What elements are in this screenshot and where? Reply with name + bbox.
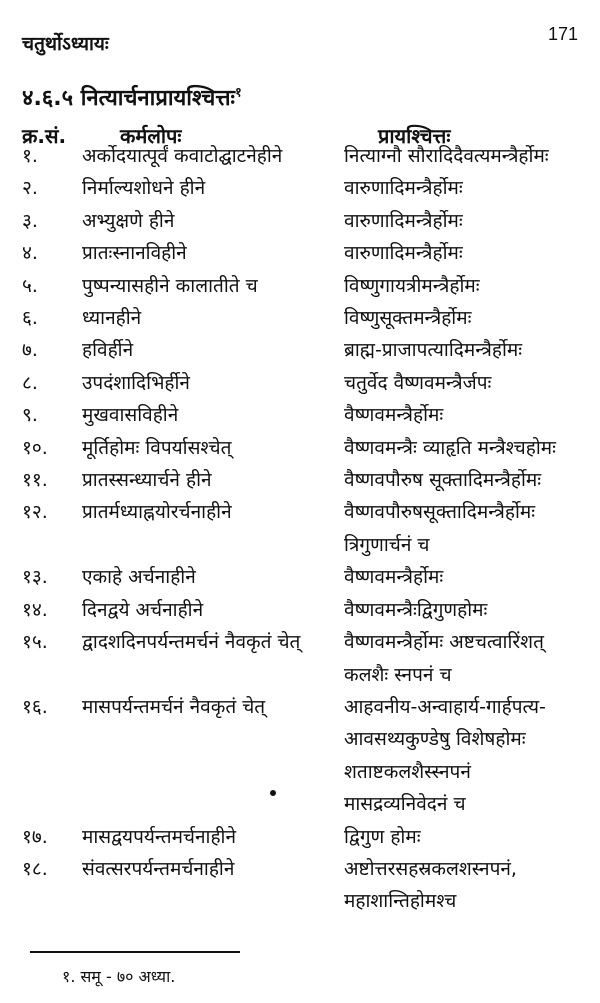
atonement-line: शताष्टकलशैस्स्नपनं	[344, 760, 471, 783]
atonement-cell	[344, 334, 600, 366]
table-row	[0, 626, 600, 691]
atonement-cell	[344, 205, 600, 237]
lapse-cell: मूर्तिहोमः विपर्यासश्चेत्	[82, 436, 232, 459]
atonement-line: आहवनीय-अन्वाहार्य-गार्हपत्य-	[344, 695, 546, 718]
atonement-cell	[344, 626, 600, 691]
row-number: १६.	[22, 695, 48, 718]
atonement-cell	[344, 302, 600, 334]
lapse-cell: मुखवासविहीने	[82, 404, 179, 427]
table-row	[0, 464, 600, 496]
atonement-line: वैष्णवपौरुष सूक्तादिमन्त्रैर्होमः	[344, 469, 542, 492]
atonement-cell	[344, 464, 600, 496]
atonement-line: त्रिगुणार्चनं च	[344, 533, 430, 556]
atonement-line: वैष्णवमन्त्रैः व्याहृति मन्त्रैश्चहोमः	[344, 436, 556, 459]
atonement-cell	[344, 399, 600, 431]
atonement-cell	[344, 367, 600, 399]
atonement-line: वैष्णवमन्त्रैःद्विगुणहोमः	[344, 598, 488, 621]
row-number: १५.	[22, 631, 48, 654]
row-number: १४.	[22, 598, 48, 621]
row-number: ३.	[22, 209, 38, 232]
table-row	[0, 302, 600, 334]
footnote: १. समू - ७० अध्या.	[62, 967, 176, 986]
atonement-cell	[344, 594, 600, 626]
row-number: १८.	[22, 857, 48, 880]
lapse-cell: निर्माल्यशोधने हीने	[82, 177, 206, 200]
table-row	[0, 691, 600, 821]
table-row	[0, 334, 600, 366]
column-header-number: क्र.सं.	[22, 124, 67, 148]
row-number: ६.	[22, 307, 38, 330]
atonement-cell	[344, 172, 600, 204]
atonement-cell	[344, 691, 600, 821]
row-number: ५.	[22, 274, 38, 297]
row-number: ४.	[22, 242, 38, 265]
lapse-cell: द्वादशदिनपर्यन्तमर्चनं नैवकृतं चेत्	[82, 631, 301, 654]
atonement-line: वारुणादिमन्त्रैर्होमः	[344, 242, 463, 265]
footnote-rule	[30, 951, 240, 953]
atonement-cell	[344, 237, 600, 269]
atonement-cell	[344, 496, 600, 561]
atonement-line: द्विगुण होमः	[344, 825, 421, 848]
lapse-cell: मासपर्यन्तमर्चनं नैवकृतं चेत्	[82, 695, 266, 718]
atonement-line: मासद्रव्यनिवेदनं च	[344, 793, 466, 816]
row-number: १२.	[22, 501, 48, 524]
atonement-line: विष्णुसूक्तमन्त्रैर्होमः	[344, 307, 472, 330]
atonement-line: वारुणादिमन्त्रैर्होमः	[344, 209, 463, 232]
row-number: १७.	[22, 825, 48, 848]
table-row	[0, 496, 600, 561]
row-number: ७.	[22, 339, 38, 362]
row-number: १३.	[22, 566, 48, 589]
table-row	[0, 399, 600, 431]
section-title	[22, 82, 242, 112]
table-row	[0, 270, 600, 302]
column-header-atonement: प्रायश्चित्तः	[378, 124, 451, 148]
lapse-cell: मासद्वयपर्यन्तमर्चनाहीने	[82, 825, 237, 848]
row-number: ८.	[22, 371, 38, 394]
table-row	[0, 205, 600, 237]
atonement-cell	[344, 853, 600, 918]
footnote-marker: १	[234, 85, 242, 101]
table-row	[0, 853, 600, 918]
lapse-cell: प्रातस्सन्ध्यार्चने हीने	[82, 469, 212, 492]
table-row	[0, 172, 600, 204]
lapse-cell: संवत्सरपर्यन्तमर्चनाहीने	[82, 857, 235, 880]
lapse-cell: एकाहे अर्चनाहीने	[82, 566, 196, 589]
atonement-line: वैष्णवपौरुषसूक्तादिमन्त्रैर्होमः	[344, 501, 536, 524]
lapse-cell: अर्कोदयात्पूर्वं कवाटोद्घाटनेहीने	[82, 145, 283, 167]
atonement-cell	[344, 821, 600, 853]
lapse-cell: दिनद्वये अर्चनाहीने	[82, 598, 204, 621]
row-number: १.	[22, 145, 38, 167]
atonement-table	[0, 140, 600, 918]
atonement-cell	[344, 432, 600, 464]
lapse-cell: उपदंशादिभिर्हीने	[82, 371, 190, 394]
atonement-cell	[344, 270, 600, 302]
table-row	[0, 432, 600, 464]
stray-dot	[270, 790, 276, 796]
lapse-cell: अभ्युक्षणे हीने	[82, 209, 175, 232]
atonement-line: कलशैः स्नपनं च	[344, 663, 452, 686]
atonement-line: वैष्णवमन्त्रैर्होमः	[344, 404, 444, 427]
atonement-line: वारुणादिमन्त्रैर्होमः	[344, 177, 463, 200]
table-row	[0, 237, 600, 269]
row-number: २.	[22, 177, 38, 200]
atonement-line: वैष्णवमन्त्रैर्होमः अष्टचत्वारिंशत्	[344, 631, 544, 654]
lapse-cell: ध्यानहीने	[82, 307, 142, 330]
table-row	[0, 140, 600, 172]
lapse-cell: प्रातर्मध्याह्नयोरर्चनाहीने	[82, 501, 232, 524]
running-header: चतुर्थोऽध्यायः	[22, 33, 109, 55]
atonement-line: चतुर्वेद वैष्णवमन्त्रैर्जपः	[344, 371, 492, 394]
atonement-line: आवसथ्यकुण्डेषु विशेषहोमः	[344, 728, 526, 751]
table-row	[0, 821, 600, 853]
lapse-cell: पुष्पन्यासहीने कालातीते च	[82, 274, 258, 297]
atonement-line: महाशान्तिहोमश्च	[344, 890, 457, 913]
atonement-line: नित्याग्नौ सौरादिदैवत्यमन्त्रैर्होमः	[344, 145, 549, 167]
table-row	[0, 367, 600, 399]
section-title-text: ४.६.५ नित्यार्चनाप्रायश्चित्तः	[22, 86, 235, 111]
atonement-line: अष्टोत्तरसहस्रकलशस्नपनं,	[344, 857, 517, 880]
atonement-line: ब्राह्म-प्राजापत्यादिमन्त्रैर्होमः	[344, 339, 523, 362]
page-number: 171	[548, 24, 579, 44]
column-header-lapse: कर्मलोपः	[120, 124, 182, 148]
row-number: १०.	[22, 436, 48, 459]
atonement-cell	[344, 140, 600, 172]
atonement-line: विष्णुगायत्रीमन्त्रैर्होमः	[344, 274, 480, 297]
table-row	[0, 561, 600, 593]
row-number: ११.	[22, 469, 48, 492]
lapse-cell: हविर्हीने	[82, 339, 134, 362]
atonement-line: वैष्णवमन्त्रैर्होमः	[344, 566, 444, 589]
lapse-cell: प्रातःस्नानविहीने	[82, 242, 187, 265]
table-row	[0, 594, 600, 626]
atonement-cell	[344, 561, 600, 593]
row-number: ९.	[22, 404, 38, 427]
